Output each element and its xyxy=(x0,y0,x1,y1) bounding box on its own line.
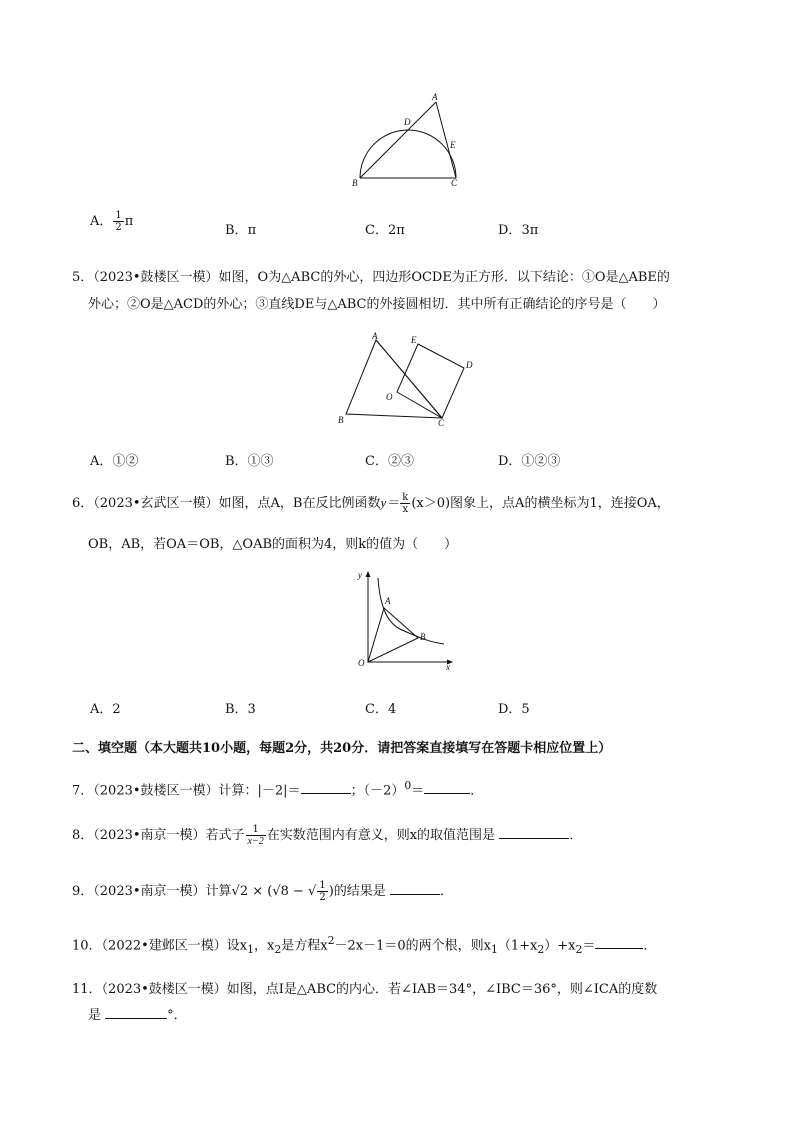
q7-text-d: ． xyxy=(470,783,484,799)
q6-figure xyxy=(346,568,458,670)
q7-text-b: ；（－2） xyxy=(350,783,405,799)
q5-label-c: C xyxy=(438,418,445,428)
q4-label-a: A xyxy=(432,92,438,102)
q11-line-2 xyxy=(88,1004,187,1023)
q7-line xyxy=(72,779,483,798)
q5-label-o: O xyxy=(386,392,393,402)
q4-label-c: C xyxy=(451,178,458,188)
q11-line2-b: °． xyxy=(167,1008,187,1023)
q5-triangle-abc xyxy=(346,340,442,418)
q4-option-a-fraction xyxy=(113,210,123,233)
q6-label-x: x xyxy=(446,662,450,670)
q4-label-d: D xyxy=(404,117,411,127)
q8-den: x−2 xyxy=(247,836,264,847)
q9-num: 1 xyxy=(319,880,326,891)
q4-option-d-value: 3π xyxy=(521,223,539,238)
q6-line1-b: (x＞0)图象上，点A的横坐标为1，连接OA， xyxy=(411,496,670,511)
q5-option-d: D．①②③ xyxy=(498,454,561,469)
q6-func-num: k xyxy=(402,492,409,503)
q4-option-a-num: 1 xyxy=(115,210,122,221)
q5-label-a: A xyxy=(372,331,378,341)
q5-option-a: A．①② xyxy=(90,454,139,469)
q6-func-fraction xyxy=(400,492,410,515)
q10-text-a: 10．（2022•建邺区一模）设x xyxy=(72,938,248,954)
q4-option-b-value: π xyxy=(247,223,257,238)
q6-label-b: B xyxy=(420,632,426,642)
q9-text-a: 9．（2023•南京一模）计算 xyxy=(72,884,232,899)
q6-option-b: B．3 xyxy=(225,702,256,717)
q8-text-b: 在实数范围内有意义，则x的取值范围是 xyxy=(266,828,496,843)
q5-label-e: E xyxy=(411,335,417,345)
q10-sub4: 2 xyxy=(537,942,545,956)
q8-line xyxy=(72,824,582,847)
q8-text-a: 8．（2023•南京一模）若式子 xyxy=(72,828,245,843)
q5-label-b: B xyxy=(338,415,344,425)
q6-func-den: x xyxy=(402,504,409,515)
q10-text-c: 是方程x xyxy=(281,938,328,954)
q4-option-c xyxy=(365,219,405,238)
q7-blank-1[interactable] xyxy=(301,781,351,794)
q9-expr-close: ) xyxy=(328,884,334,899)
q11-blank[interactable] xyxy=(105,1006,167,1019)
q10-sub3: 1 xyxy=(490,942,498,956)
q10-sup: 2 xyxy=(327,934,335,947)
q7-exp: 0 xyxy=(404,779,412,792)
q4-side-ba xyxy=(360,102,436,178)
q10-text-f: ）+x xyxy=(544,938,576,954)
q9-blank[interactable] xyxy=(390,882,440,895)
q10-sub2: 2 xyxy=(274,942,282,956)
q6-line1-a: 6．（2023•玄武区一模）如图，点A，B在反比例函数 xyxy=(72,496,381,511)
q6-line-1 xyxy=(72,492,670,515)
q10-sub1: 1 xyxy=(247,942,255,956)
q5-square-ocde xyxy=(397,344,464,418)
q8-text-c: ． xyxy=(569,828,583,843)
q5-prefix: 5．（2023•鼓楼区一模）如图， xyxy=(72,270,258,285)
q5-label-d: D xyxy=(466,360,473,370)
q9-expr: √2 × (√8 − √ xyxy=(231,884,317,899)
q5-figure xyxy=(334,330,482,428)
q4-option-c-letter: C． xyxy=(365,223,388,238)
section-2-title: 二、填空题（本大题共10小题，每题2分，共20分．请把答案直接填写在答题卡相应位置上） xyxy=(72,741,612,756)
q11-line-1 xyxy=(72,978,657,997)
q5-line1: O为△ABC的外心，四边形OCDE为正方形．以下结论：①O是△ABE的 xyxy=(257,270,670,285)
q6-label-a: A xyxy=(385,596,391,606)
q10-text-b: ，x xyxy=(254,938,275,954)
q4-label-e: E xyxy=(450,140,456,150)
q10-text-d: －2x－1＝0的两个根，则x xyxy=(334,938,491,954)
q11-line1: 11．（2023•鼓楼区一模）如图，点I是△ABC的内心．若∠IAB＝34°，∠IBC＝36°，则∠ICA的度数 xyxy=(72,982,658,997)
q10-line xyxy=(72,934,656,956)
q6-option-a: A．2 xyxy=(90,702,121,717)
q7-blank-2[interactable] xyxy=(424,781,470,794)
q10-text-h: ． xyxy=(643,938,657,954)
q10-text-g: ＝ xyxy=(582,938,596,954)
q6-func-y: y＝ xyxy=(380,495,400,510)
q6-label-y: y xyxy=(358,570,362,580)
q4-option-a-den: 2 xyxy=(115,222,122,233)
q8-blank[interactable] xyxy=(499,826,569,839)
q5-option-b: B．①③ xyxy=(225,454,274,469)
q4-figure xyxy=(350,92,470,188)
q7-text-a: 7．（2023•鼓楼区一模）计算：|－2|＝ xyxy=(72,783,301,799)
q6-line-2 xyxy=(88,533,457,552)
q4-option-b xyxy=(225,219,256,238)
q9-line xyxy=(72,880,453,903)
q4-semicircle xyxy=(360,130,456,178)
q8-fraction xyxy=(246,824,266,847)
q6-triangle-oab xyxy=(368,608,418,662)
q9-text-c: ． xyxy=(439,884,453,899)
q4-option-a-letter: A． xyxy=(90,214,113,229)
q6-option-d: D．5 xyxy=(498,702,530,717)
q8-num: 1 xyxy=(246,824,266,836)
q4-option-b-letter: B． xyxy=(225,223,248,238)
q4-option-a xyxy=(90,210,133,233)
q4-option-a-suffix: π xyxy=(124,214,134,229)
q7-text-c: ＝ xyxy=(411,783,425,799)
q6-line2: OB，AB，若OA＝OB，△OAB的面积为4，则k的值为（ ） xyxy=(88,537,458,552)
q9-fraction xyxy=(317,880,327,903)
q4-option-d xyxy=(498,219,538,238)
q11-line2-a: 是 xyxy=(88,1008,102,1023)
q4-option-c-value: 2π xyxy=(387,223,405,238)
q5-line-2 xyxy=(88,293,665,312)
q9-text-b: 的结果是 xyxy=(333,884,386,899)
q6-label-o: O xyxy=(358,658,365,668)
q5-line2: 外心；②O是△ACD的外心；③直线DE与△ABC的外接圆相切．其中所有正确结论的序号是（ ） xyxy=(88,297,666,312)
q10-blank[interactable] xyxy=(595,936,643,949)
q5-option-c: C．②③ xyxy=(365,454,414,469)
q4-option-d-letter: D． xyxy=(498,223,522,238)
q6-option-c: C．4 xyxy=(365,702,397,717)
q6-y-arrow xyxy=(366,571,371,577)
q10-text-e: （1+x xyxy=(497,938,538,954)
q4-label-b: B xyxy=(352,178,358,188)
q9-den: 2 xyxy=(319,892,326,903)
q10-sub5: 2 xyxy=(575,942,583,956)
q5-line-1 xyxy=(72,266,670,285)
